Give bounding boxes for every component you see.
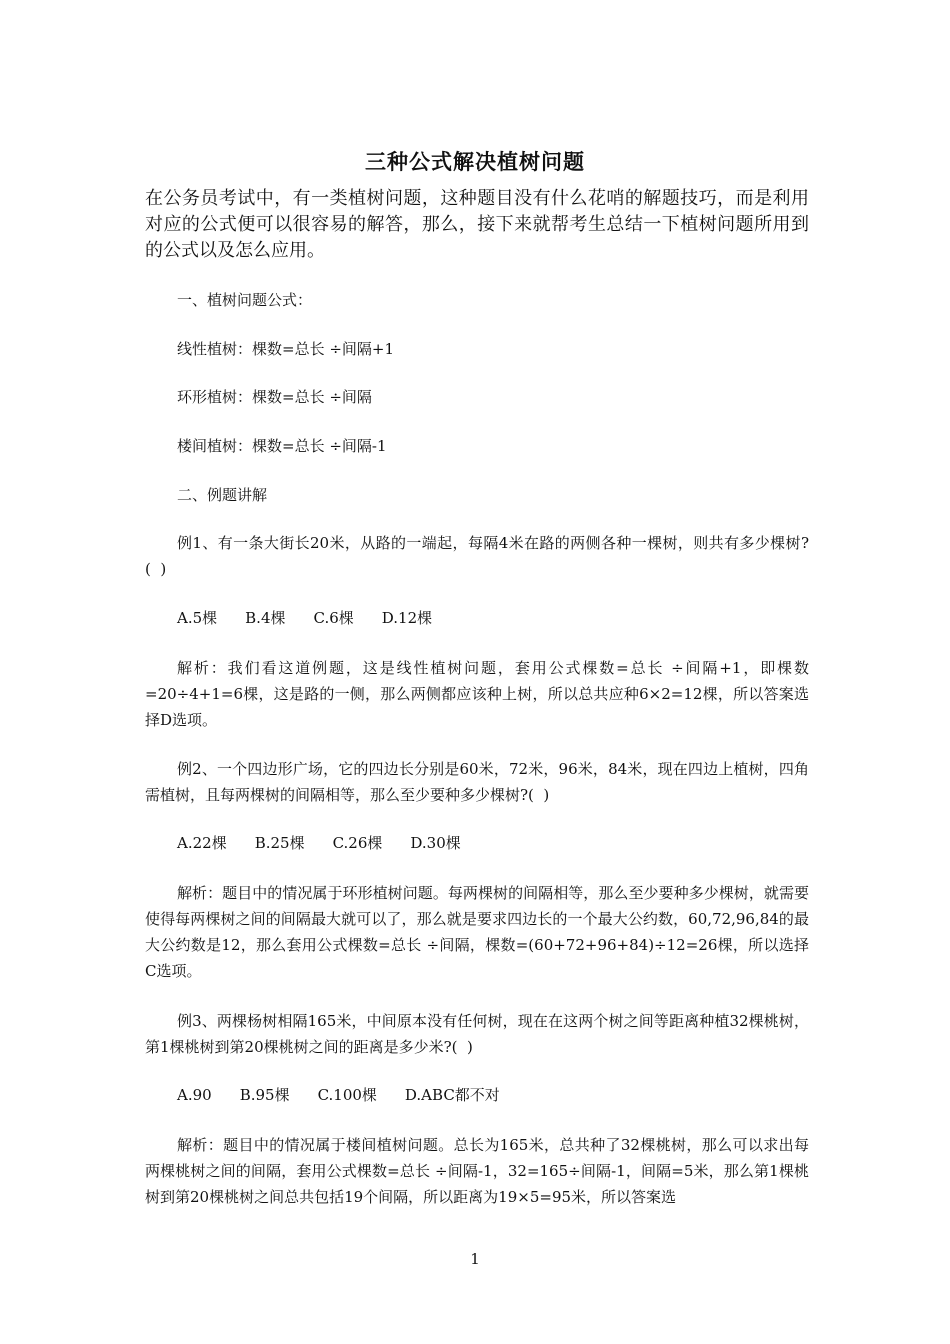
example-3-options — [177, 1082, 528, 1108]
formula-ring: 环形植树：棵数=总长 ÷间隔 — [177, 388, 372, 406]
example-3-question: 例3、两棵杨树相隔165米，中间原本没有任何树，现在在这两个树之间等距离种植32棵桃树，第1棵桃树到第20棵桃树之间的距离是多少米?( ) — [145, 1012, 809, 1056]
formula-building: 楼间植树：棵数=总长 ÷间隔-1 — [177, 437, 387, 455]
option-a: A.22棵 — [177, 834, 227, 852]
intro-paragraph: 在公务员考试中，有一类植树问题，这种题目没有什么花哨的解题技巧，而是利用对应的公式便可以很容易的解答，那么，接下来就帮考生总结一下植树问题所用到的公式以及怎么应用。 — [145, 188, 809, 261]
document-title: 三种公式解决植树问题 — [365, 149, 585, 174]
example-2-analysis: 解析：题目中的情况属于环形植树问题。每两棵树的间隔相等，那么至少要种多少棵树，就需要使得每两棵树之间的间隔最大就可以了，那么就是要求四边长的一个最大公约数，60,72,96,84的最大公约数是12，那么套用公式棵数=总长 ÷间隔，棵数=(60+72+96+84)÷12=26棵，所以选择C选项。 — [145, 884, 809, 980]
page-number: 1 — [470, 1250, 480, 1268]
example-1-options — [177, 605, 460, 631]
section-heading-examples: 二、例题讲解 — [177, 486, 268, 504]
option-b: B.4棵 — [245, 609, 286, 627]
example-1-question: 例1、有一条大街长20米，从路的一端起，每隔4米在路的两侧各种一棵树，则共有多少棵树?( ) — [145, 534, 809, 578]
example-2-question: 例2、一个四边形广场，它的四边长分别是60米，72米，96米，84米，现在四边上植树，四角需植树，且每两棵树的间隔相等，那么至少要种多少棵树?( ) — [145, 760, 809, 804]
option-c: C.6棵 — [313, 609, 354, 627]
option-a: A.90 — [177, 1086, 212, 1104]
option-b: B.95棵 — [239, 1086, 290, 1104]
example-2-options — [177, 830, 489, 856]
option-b: B.25棵 — [254, 834, 305, 852]
option-d: D.30棵 — [410, 834, 461, 852]
example-1-analysis: 解析：我们看这道例题，这是线性植树问题，套用公式棵数=总长 ÷间隔+1，即棵数=20÷4+1=6棵，这是路的一侧，那么两侧都应该种上树，所以总共应种6×2=12棵，所以答案选择D选项。 — [145, 659, 809, 729]
formula-linear: 线性植树：棵数=总长 ÷间隔+1 — [177, 340, 395, 358]
example-3-analysis: 解析：题目中的情况属于楼间植树问题。总长为165米，总共种了32棵桃树，那么可以求出每两棵桃树之间的间隔，套用公式棵数=总长 ÷间隔-1，32=165÷间隔-1，间隔=5米，那么第1棵桃树到第20棵桃树之间总共包括19个间隔，所以距离为19×5=95米，所以答案选 — [145, 1136, 809, 1206]
option-a: A.5棵 — [177, 609, 218, 627]
option-c: C.26棵 — [332, 834, 383, 852]
option-d: D.ABC都不对 — [404, 1086, 500, 1104]
section-heading-formulas: 一、植树问题公式： — [177, 291, 313, 309]
option-d: D.12棵 — [381, 609, 433, 627]
option-c: C.100棵 — [317, 1086, 377, 1104]
